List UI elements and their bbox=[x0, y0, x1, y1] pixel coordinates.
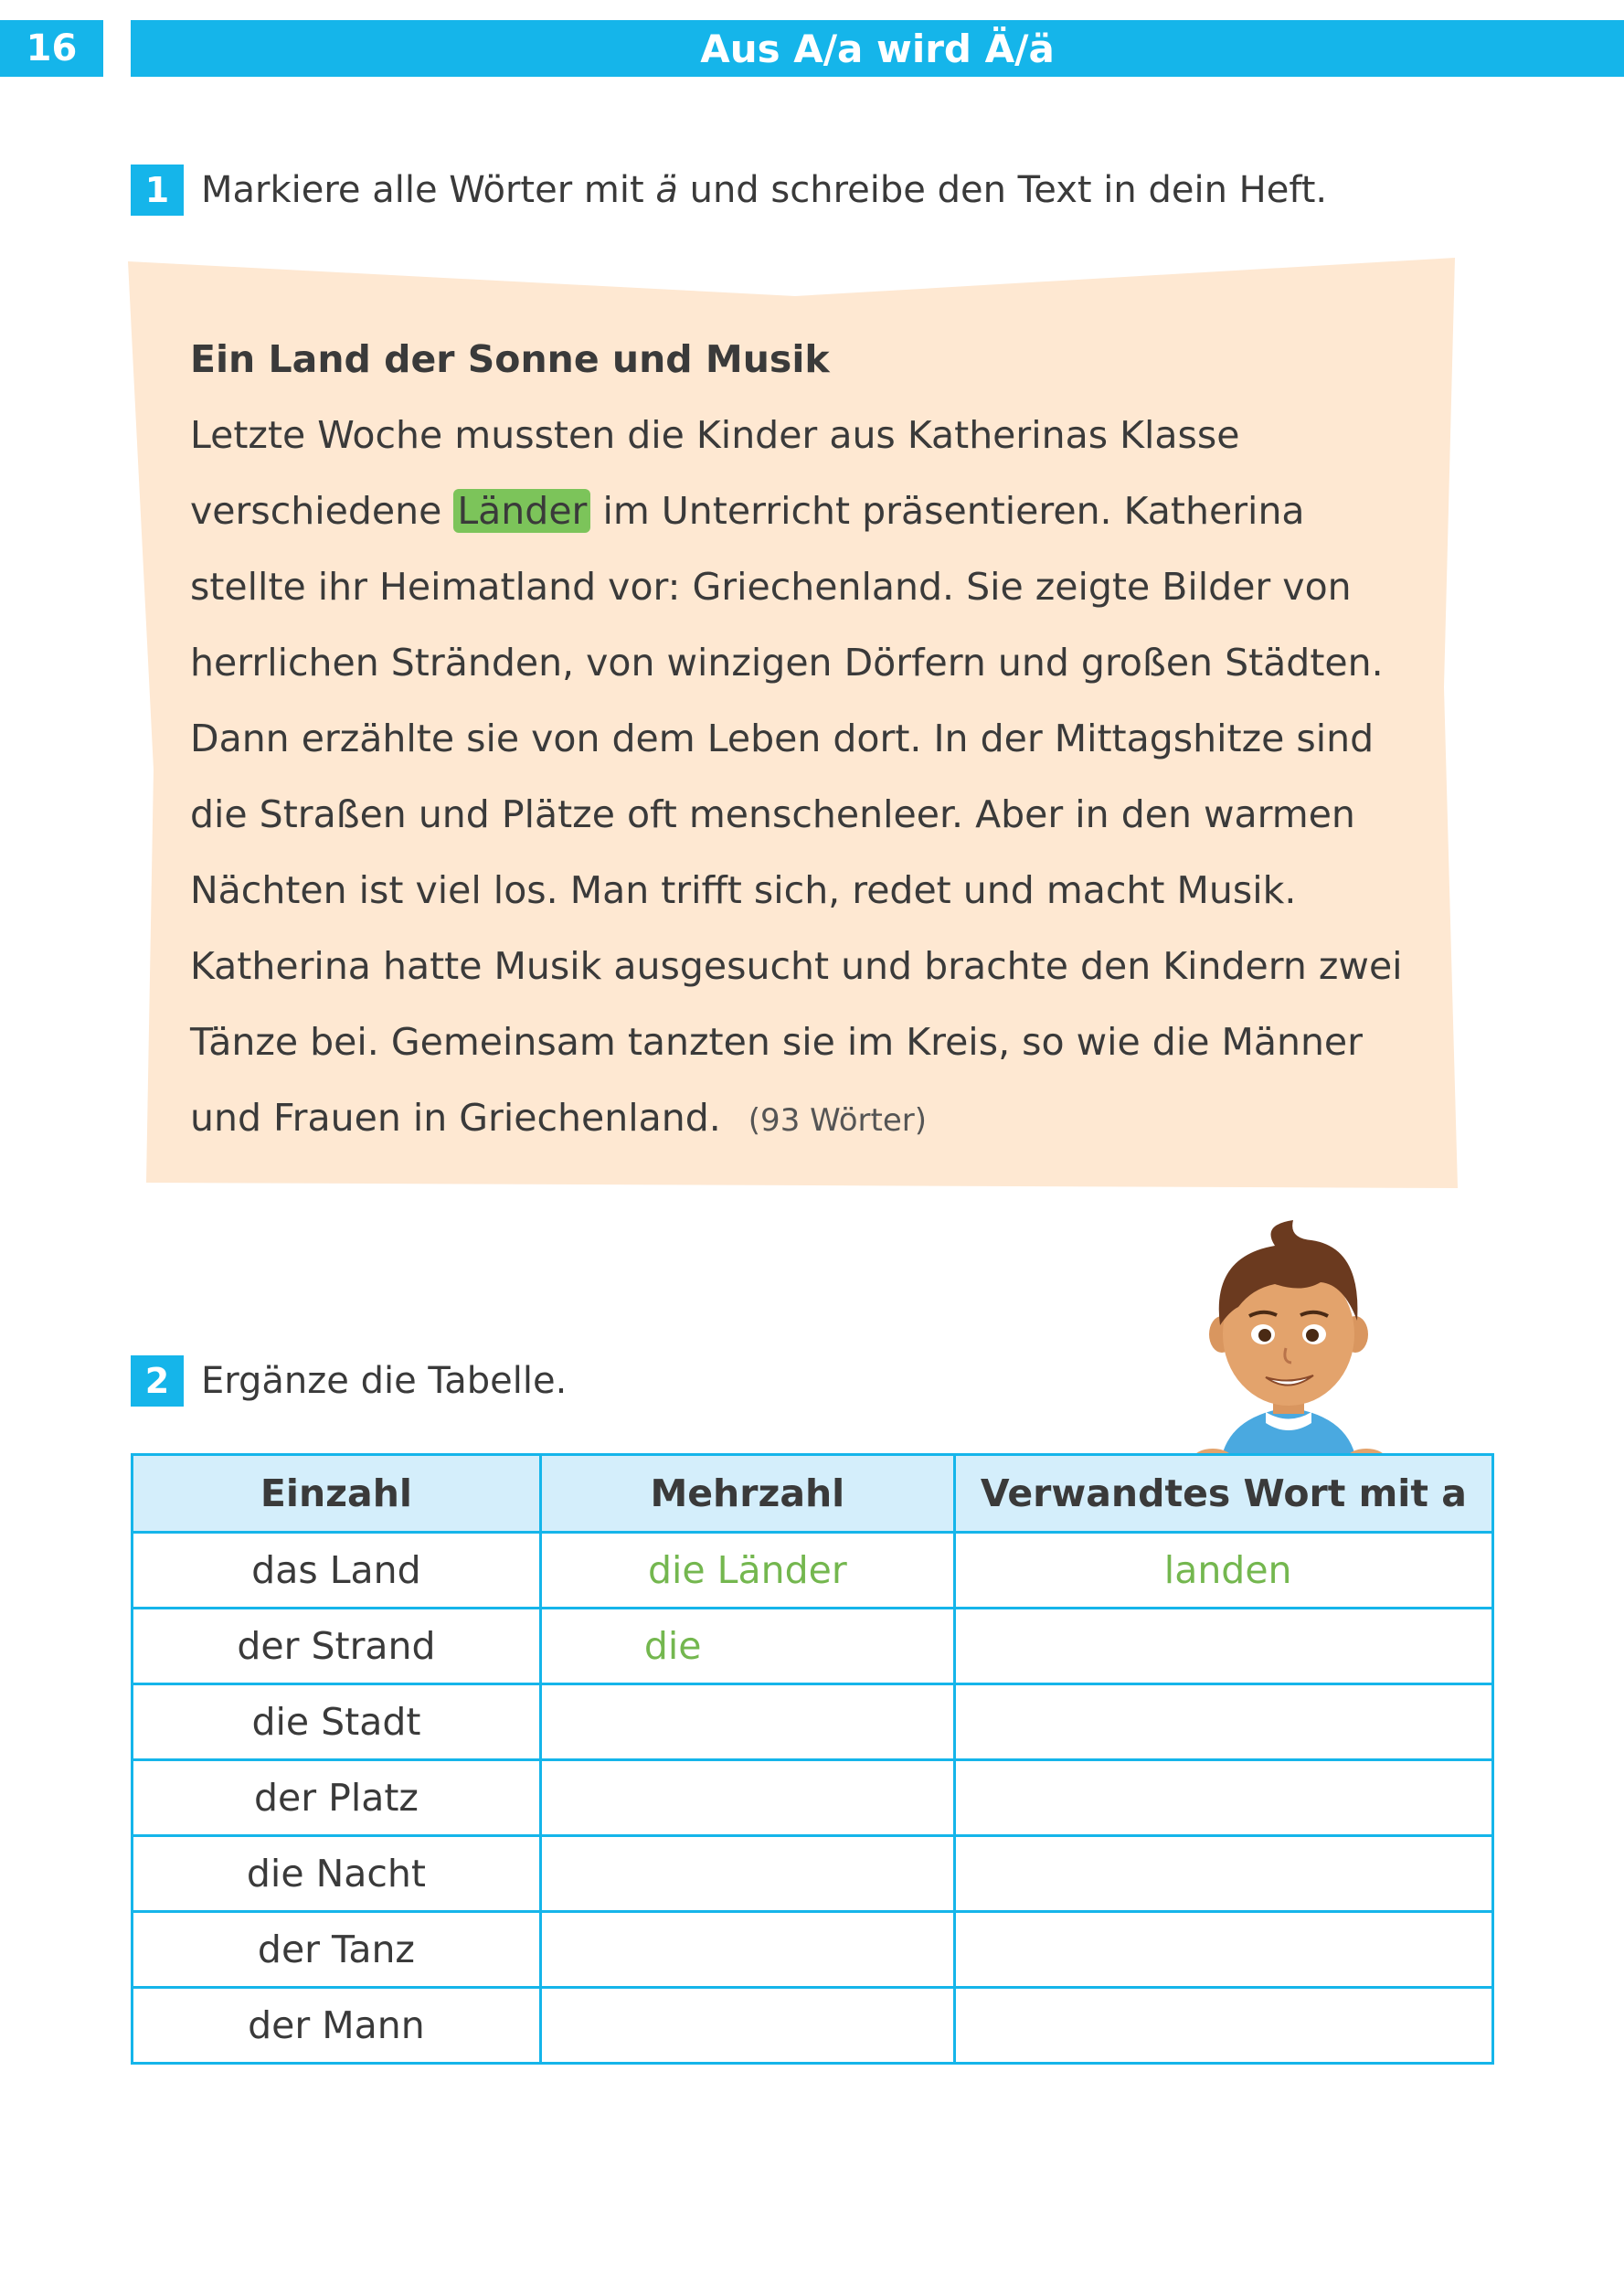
task-number-1: 1 bbox=[131, 165, 184, 216]
header-related-word: Verwandtes Wort mit a bbox=[954, 1455, 1492, 1533]
cell-singular: die Stadt bbox=[133, 1684, 541, 1760]
text-line: Dann erzählte sie von dem Leben dort. In der Mittagshitze sind bbox=[190, 717, 1375, 760]
header-singular: Einzahl bbox=[133, 1455, 541, 1533]
cell-related-word[interactable] bbox=[954, 1609, 1492, 1684]
exercise-table bbox=[131, 1453, 1494, 2065]
text-title: Ein Land der Sonne und Musik bbox=[190, 337, 830, 381]
cell-related-word[interactable] bbox=[954, 1912, 1492, 1988]
text-segment: und Frauen in Griechenland. bbox=[190, 1096, 721, 1140]
text-line bbox=[190, 1080, 1415, 1159]
text-line: herrlichen Stränden, von winzigen Dörfern und großen Städten. bbox=[190, 641, 1384, 685]
cell-plural[interactable] bbox=[540, 1760, 954, 1836]
cell-related-word[interactable] bbox=[954, 1760, 1492, 1836]
task1-instruction bbox=[201, 165, 1327, 216]
boy-peeking-icon bbox=[1174, 1220, 1403, 1467]
cell-related-word[interactable]: landen bbox=[954, 1533, 1492, 1609]
cell-plural[interactable]: die Länder bbox=[540, 1533, 954, 1609]
highlighted-word: Länder bbox=[453, 489, 590, 533]
cell-related-word[interactable] bbox=[954, 1988, 1492, 2064]
text-line bbox=[190, 473, 1415, 549]
word-count: (93 Wörter) bbox=[748, 1102, 928, 1139]
text-segment: verschiedene bbox=[190, 489, 454, 533]
table-header-row bbox=[133, 1455, 1493, 1533]
task1-instruction-part1: Markiere alle Wörter mit bbox=[201, 169, 656, 211]
cell-singular: der Platz bbox=[133, 1760, 541, 1836]
cell-plural[interactable]: die bbox=[540, 1609, 954, 1684]
table-row bbox=[133, 1836, 1493, 1912]
task1-instruction-part2: und schreibe den Text in dein Heft. bbox=[677, 169, 1328, 211]
text-segment: im Unterricht präsentieren. Katherina bbox=[590, 489, 1305, 533]
table-row bbox=[133, 1760, 1493, 1836]
cell-plural[interactable] bbox=[540, 1684, 954, 1760]
cell-related-word[interactable] bbox=[954, 1684, 1492, 1760]
task-number-2: 2 bbox=[131, 1355, 184, 1407]
cell-related-word[interactable] bbox=[954, 1836, 1492, 1912]
header-plural: Mehrzahl bbox=[540, 1455, 954, 1533]
table-row bbox=[133, 1609, 1493, 1684]
text-line: Tänze bei. Gemeinsam tanzten sie im Kreis, so wie die Männer bbox=[190, 1020, 1364, 1064]
task1-instruction-letter: ä bbox=[655, 169, 678, 211]
cell-plural[interactable] bbox=[540, 1836, 954, 1912]
task2-instruction: Ergänze die Tabelle. bbox=[201, 1360, 568, 1402]
cell-plural[interactable] bbox=[540, 1912, 954, 1988]
cell-singular: das Land bbox=[133, 1533, 541, 1609]
page-number: 16 bbox=[0, 20, 103, 77]
table-row bbox=[133, 1533, 1493, 1609]
table-row bbox=[133, 1988, 1493, 2064]
cell-singular: die Nacht bbox=[133, 1836, 541, 1912]
cell-singular: der Strand bbox=[133, 1609, 541, 1684]
table-row bbox=[133, 1684, 1493, 1760]
text-line: die Straßen und Plätze oft menschenleer. Aber in den warmen bbox=[190, 792, 1355, 836]
text-line: Nächten ist viel los. Man trifft sich, redet und macht Musik. bbox=[190, 868, 1297, 912]
cell-plural[interactable] bbox=[540, 1988, 954, 2064]
cell-singular: der Tanz bbox=[133, 1912, 541, 1988]
text-line: Katherina hatte Musik ausgesucht und brachte den Kindern zwei bbox=[190, 944, 1403, 988]
table-row bbox=[133, 1912, 1493, 1988]
reading-text bbox=[190, 322, 1415, 1159]
cell-singular: der Mann bbox=[133, 1988, 541, 2064]
text-line: Letzte Woche mussten die Kinder aus Katherinas Klasse bbox=[190, 413, 1240, 457]
text-line: stellte ihr Heimatland vor: Griechenland. Sie zeigte Bilder von bbox=[190, 565, 1352, 609]
page-title: Aus A/a wird Ä/ä bbox=[131, 20, 1624, 77]
